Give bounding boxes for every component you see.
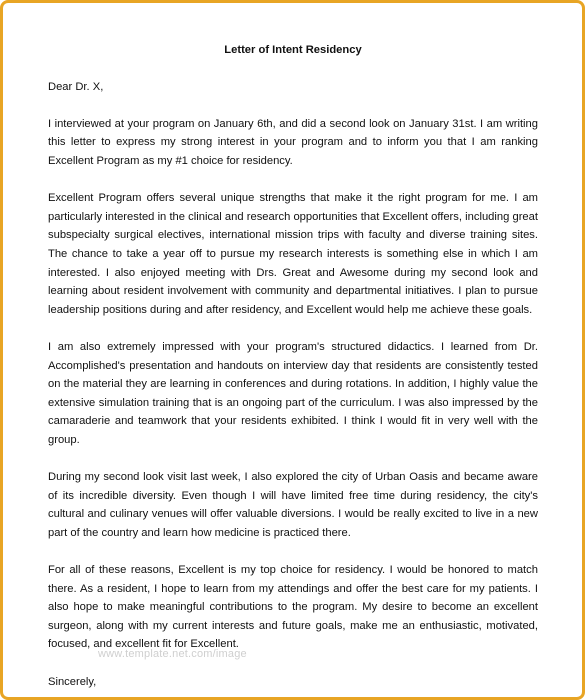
paragraph-3: I am also extremely impressed with your program's structured didactics. I learned from Dr. Accomplished's presentation and handouts on interview day that residents are consistently tested on the material they are learning in conferences and during rotations. In addition, I highly value the extensive simulation training that is an ongoing part of the curriculum. I was also impressed by the camaraderie and teamwork that your residents exhibited. I think I would fit in very well with the group. — [48, 340, 538, 446]
paragraph-4: During my second look visit last week, I also explored the city of Urban Oasis and became aware of its incredible diversity. Even though I will have limited free time during residency, the city's cultural and culinary venues will offer valuable diversions. I would be really excited to live in a new part of the country and learn how medicine is practiced there. — [48, 471, 538, 539]
closing: Sincerely, — [48, 675, 97, 688]
letter-body — [48, 41, 538, 691]
watermark: www.template.net.com/image — [98, 648, 247, 660]
paragraph-5: For all of these reasons, Excellent is my top choice for residency. I would be honored to match there. As a resident, I hope to learn from my attendings and offer the best care for my patients. I also hope to make meaningful contributions to the program. My desire to become an excellent surgeon, along with my current interests and future goals, make me an enthusiastic, motivated, focused, and excellent fit for Excellent. — [48, 564, 538, 651]
paragraph-2: Excellent Program offers several unique strengths that make it the right program for me. I am particularly interested in the clinical and research opportunities that Excellent offers, including great subspecialty surgical electives, international mission trips with faculty and diverse training sites. The chance to take a year off to pursue my research interests is something else in which I am interested. I also enjoyed meeting with Drs. Great and Awesome during my second look and learning about resident involvement with community and departmental initiatives. I plan to pursue leadership positions during and after residency, and Excellent would help me achieve these goals. — [48, 192, 538, 316]
salutation: Dear Dr. X, — [48, 80, 104, 93]
letter-title: Letter of Intent Residency — [224, 44, 362, 56]
paragraph-1: I interviewed at your program on January 6th, and did a second look on January 31st. I am writing this letter to express my strong interest in your program and to inform you that I am ranking Excellent Program as my #1 choice for residency. — [48, 117, 538, 167]
